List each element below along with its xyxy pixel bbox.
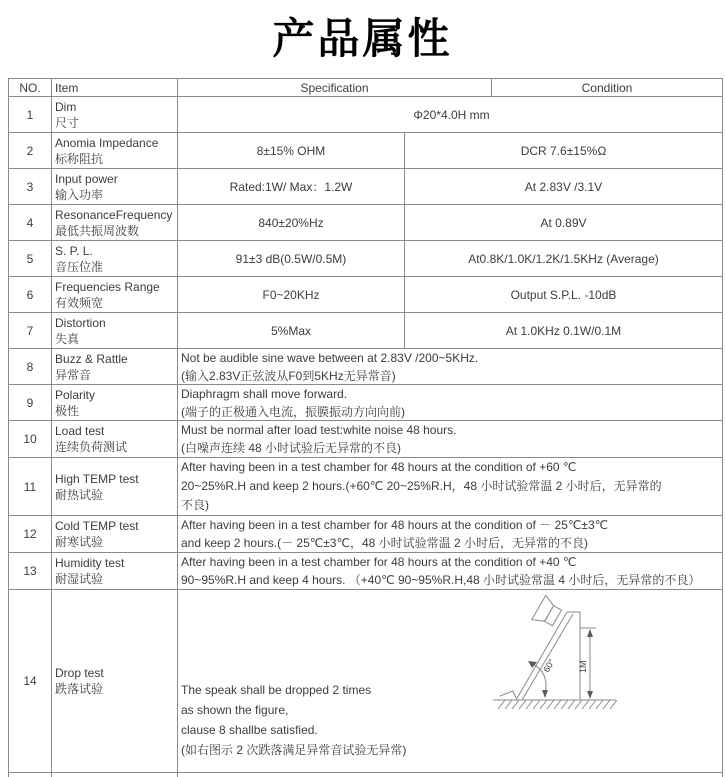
item-label-en: Distortion (55, 315, 106, 330)
drop-test-description (181, 680, 406, 760)
stand-outline (567, 612, 580, 700)
item-cell (52, 313, 178, 348)
item-cell (52, 349, 178, 384)
item-label-cn: 耐寒试验 (55, 535, 104, 549)
table-row (9, 133, 722, 169)
item-label-cn: 尺寸 (55, 115, 80, 130)
row-number-cell: 12 (9, 516, 52, 552)
spec-line: 不良) (181, 498, 209, 512)
partial-no-cell (9, 772, 52, 777)
spec-cell: F0~20KHz (178, 277, 405, 312)
row-number-cell: 11 (9, 458, 52, 515)
item-cell (52, 421, 178, 457)
spec-line: as shown the figure, (181, 703, 289, 717)
item-label-cn: 音压位准 (55, 259, 104, 274)
item-cell (52, 553, 178, 589)
spec-line: (输入2.83V正弦波从F0到5KHz无异常音) (181, 368, 396, 383)
spec-line: 20~25%R.H and keep 2 hours.(+60℃ 20~25%R.H，48 小时试验常温 2 小时后，无异常的 (181, 479, 662, 493)
item-label-cn: 有效频宽 (55, 295, 104, 310)
spec-condition-cell (178, 516, 722, 552)
spec-condition-cell: Φ20*4.0H mm (413, 107, 490, 122)
spec-table (8, 78, 723, 773)
condition-cell: At 1.0KHz 0.1W/0.1M (505, 323, 622, 338)
spec-line: and keep 2 hours.(－ 25℃±3℃，48 小时试验常温 2 小时后，无异常的不良) (181, 536, 588, 550)
item-cell (52, 458, 178, 515)
item-cell (52, 205, 178, 240)
row-number-cell: 8 (9, 349, 52, 384)
ground-hatching (498, 700, 617, 709)
spec-line: clause 8 shallbe satisfied. (181, 723, 318, 737)
height-dimension-label: 1M (578, 660, 588, 673)
row-number-cell: 5 (9, 241, 52, 276)
item-label-cn: 耐热试验 (55, 487, 104, 502)
spec-condition-cell (178, 385, 722, 420)
item-label-en: Polarity (55, 387, 96, 402)
row-number-cell: 14 (9, 590, 52, 772)
page-title: 产品属性 (272, 14, 453, 63)
table-row (9, 590, 722, 772)
table-row (9, 205, 722, 241)
table-row (9, 97, 722, 133)
partial-item-cell (52, 772, 178, 777)
item-label-cn: 极性 (55, 403, 80, 418)
condition-cell: At 0.89V (540, 215, 587, 230)
spec-line: Not be audible sine wave between at 2.83V /200~5KHz. (181, 350, 479, 365)
table-row (9, 277, 722, 313)
spec-condition-cell (178, 590, 722, 772)
item-label-en: Buzz & Rattle (55, 351, 128, 366)
spec-line: The speak shall be dropped 2 times (181, 683, 372, 697)
item-label-cn: 最低共振周波数 (55, 223, 140, 238)
item-label-cn: 耐湿试验 (55, 572, 104, 586)
item-cell (52, 590, 178, 772)
item-label-en: ResonanceFrequency (55, 207, 173, 222)
item-label-en: Anomia Impedance (55, 135, 159, 150)
ramp-line (516, 612, 573, 700)
spec-line: 90~95%R.H and keep 4 hours. （+40℃ 90~95%R.H,48 小时试验常温 4 小时后，无异常的不良） (181, 573, 701, 587)
spec-condition-cell (178, 553, 722, 589)
item-cell (52, 97, 178, 132)
table-row (9, 241, 722, 277)
header-no: NO. (9, 79, 52, 96)
header-condition: Condition (581, 80, 633, 95)
table-row (9, 349, 722, 385)
item-label-cn: 标称阻抗 (55, 151, 104, 166)
angle-label: 60° (541, 657, 557, 675)
arrow-up-icon (587, 629, 593, 637)
spec-condition-cell (178, 421, 722, 457)
item-label-en: Dim (55, 99, 77, 114)
item-label-cn: 输入功率 (55, 187, 104, 202)
spec-cell: Rated:1W/ Max：1.2W (178, 169, 405, 204)
row-number-cell: 1 (9, 97, 52, 132)
arc-arrow-down-icon (542, 690, 548, 698)
item-cell (52, 169, 178, 204)
base-foot (500, 691, 516, 698)
item-label-en: Frequencies Range (55, 279, 160, 294)
row-number-cell: 13 (9, 553, 52, 589)
spec-line: After having been in a test chamber for 48 hours at the condition of － 25℃±3℃ (181, 518, 609, 532)
spec-line: Must be normal after load test:white noise 48 hours. (181, 423, 457, 437)
spec-cell: 5%Max (178, 313, 405, 348)
table-row (9, 421, 722, 458)
spec-line: (端子的正极通入电流，振膜振动方向向前) (181, 404, 405, 419)
item-label-en: High TEMP test (55, 471, 139, 486)
item-label-cn: 跌落试验 (55, 682, 104, 696)
item-label-en: Load test (55, 424, 105, 438)
condition-cell: At0.8K/1.0K/1.2K/1.5KHz (Average) (468, 251, 659, 266)
spec-condition-cell (178, 458, 722, 515)
row-number-cell: 10 (9, 421, 52, 457)
table-row (9, 553, 722, 590)
table-row (9, 385, 722, 421)
item-label-cn: 异常音 (55, 367, 92, 382)
header-spec: Specification (178, 79, 492, 96)
spec-cell: 8±15% OHM (178, 133, 405, 168)
spec-line: (白噪声连续 48 小时试验后无异常的不良) (181, 441, 402, 455)
condition-cell: DCR 7.6±15%Ω (520, 143, 607, 158)
item-label-cn: 失真 (55, 331, 80, 346)
row-number-cell: 9 (9, 385, 52, 420)
table-row (9, 516, 722, 553)
condition-cell: Output S.P.L. -10dB (510, 287, 617, 302)
spec-line: Diaphragm shall move forward. (181, 386, 348, 401)
spec-line: (如右图示 2 次跌落满足异常音试验无异常) (181, 743, 407, 757)
row-number-cell: 7 (9, 313, 52, 348)
row-number-cell: 4 (9, 205, 52, 240)
spec-line: After having been in a test chamber for 48 hours at the condition of +40 ℃ (181, 555, 577, 569)
table-row (9, 458, 722, 516)
item-label-en: Drop test (55, 666, 104, 680)
table-row (9, 313, 722, 349)
item-cell (52, 516, 178, 552)
item-label-en: Input power (55, 171, 118, 186)
arrow-down-icon (587, 691, 593, 699)
partial-next-row (8, 772, 723, 777)
item-label-en: S. P. L. (55, 243, 93, 258)
item-cell (52, 241, 178, 276)
header-item: Item (52, 79, 178, 96)
spec-line: After having been in a test chamber for 48 hours at the condition of +60 ℃ (181, 460, 577, 474)
condition-cell: At 2.83V /3.1V (524, 179, 603, 194)
item-label-en: Humidity test (55, 556, 125, 570)
table-row (9, 169, 722, 205)
row-number-cell: 3 (9, 169, 52, 204)
row-number-cell: 2 (9, 133, 52, 168)
spec-cell: 91±3 dB(0.5W/0.5M) (178, 241, 405, 276)
item-cell (52, 385, 178, 420)
item-cell (52, 277, 178, 312)
item-cell (52, 133, 178, 168)
row-number-cell: 6 (9, 277, 52, 312)
spec-condition-cell (178, 349, 722, 384)
spec-cell: 840±20%Hz (178, 205, 405, 240)
drop-test-figure (488, 595, 628, 717)
table-header-row (9, 79, 722, 97)
item-label-en: Cold TEMP test (55, 519, 139, 533)
item-label-cn: 连续负荷测试 (55, 440, 128, 454)
